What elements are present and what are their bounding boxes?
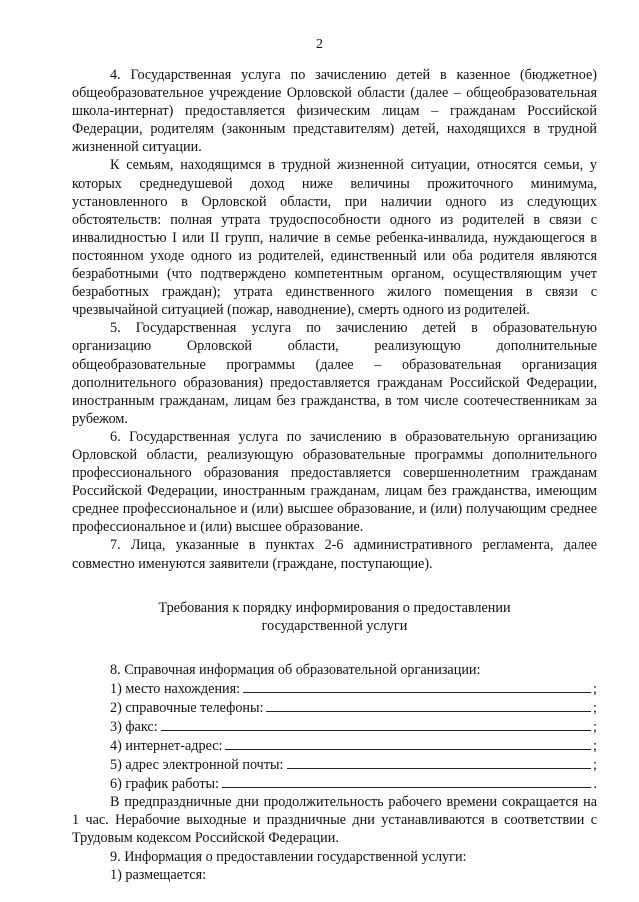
blank-line	[243, 679, 591, 693]
field-fax	[72, 717, 597, 736]
document-body	[72, 66, 597, 884]
paragraph-holidays: В предпраздничные дни продолжительность рабочего времени сокращается на 1 час. Нерабочие выходные и праздничные дни устанавливаются в соответствии с Трудовым кодексом Российской Федерации.	[72, 794, 597, 847]
field-end: ;	[593, 757, 597, 774]
reference-info-fields	[72, 679, 597, 794]
field-schedule	[72, 774, 597, 793]
paragraph-6: 6. Государственная услуга по зачислению в образовательную организацию Орловской области, реализующую образовательные программы дополнительного профессионального образования предоставляется совершеннолетним гражданам Российской Федерации, иностранным гражданам, лицам без гражданства, имеющим среднее профессиональное и (или) высшее образование, и (или) получающим среднее профессиональное и (или) высшее образование.	[72, 428, 597, 536]
field-label: 6) график работы:	[110, 776, 219, 793]
field-location	[72, 679, 597, 698]
field-label: 4) интернет-адрес:	[110, 738, 223, 754]
paragraph-5: 5. Государственная услуга по зачислению детей в образовательную организацию Орловской области, реализующую дополнительные общеобразовательные программы (далее – образовательная организация дополнительного образования) предоставляется гражданам Российской Федерации, иностранным гражданам, лицам без гражданства, в том числе соотечественникам за рубежом.	[72, 320, 597, 427]
field-label: 1) место нахождения:	[110, 680, 241, 697]
section-heading	[72, 599, 597, 636]
field-end: ;	[593, 738, 597, 754]
field-label: 2) справочные телефоны:	[110, 699, 264, 716]
field-label: 5) адрес электронной почты:	[110, 757, 284, 774]
field-website	[72, 736, 597, 755]
field-end: ;	[593, 699, 597, 716]
blank-line	[266, 698, 591, 712]
blank-line	[287, 755, 592, 769]
field-end: ;	[593, 718, 597, 735]
paragraph-9: 9. Информация о предоставлении государственной услуги:	[110, 848, 467, 865]
field-email	[72, 755, 597, 774]
blank-line	[222, 774, 591, 788]
paragraph-9-1: 1) размещается:	[110, 866, 207, 883]
section-heading-line2: государственной услуги	[261, 618, 408, 635]
paragraph-7: 7. Лица, указанные в пунктах 2-6 административного регламента, далее совместно именуются заявители (граждане, поступающие).	[72, 537, 597, 572]
blank-line	[161, 717, 591, 731]
field-end: .	[593, 776, 597, 793]
field-end: ;	[593, 680, 597, 697]
paragraph-families: К семьям, находящимся в трудной жизненной ситуации, относятся семьи, у которых среднедушевой доход ниже величины прожиточного минимума, установленного в Орловской области, при наличии одного из следующих обстоятельств: полная утрата трудоспособности одного из родителей в связи с инвалидностью I или II групп, наличие в семье ребенка-инвалида, нуждающегося в постоянном уходе одного из родителей, единственный или оба родителя являются безработными (что подтверждено компетентным органом, осуществляющим учет безработных граждан); утрата единственного жилого помещения в связи с чрезвычайной ситуацией (пожар, наводнение), смерть одного из родителей.	[72, 157, 597, 319]
page-number: 2	[316, 37, 323, 52]
paragraph-4: 4. Государственная услуга по зачислению детей в казенное (бюджетное) общеобразовательное учреждение Орловской области (далее – общеобразовательная школа-интернат) предоставляется физическим лицам – гражданам Российской Федерации, родителям (законным представителям) детей, находящихся в трудной жизненной ситуации.	[72, 67, 597, 156]
section-heading-line1: Требования к порядку информирования о предоставлении	[158, 599, 511, 616]
field-phones	[72, 698, 597, 717]
blank-line	[225, 736, 591, 750]
field-label: 3) факс:	[110, 718, 158, 735]
paragraph-8-intro: 8. Справочная информация об образовательной организации:	[110, 661, 481, 678]
